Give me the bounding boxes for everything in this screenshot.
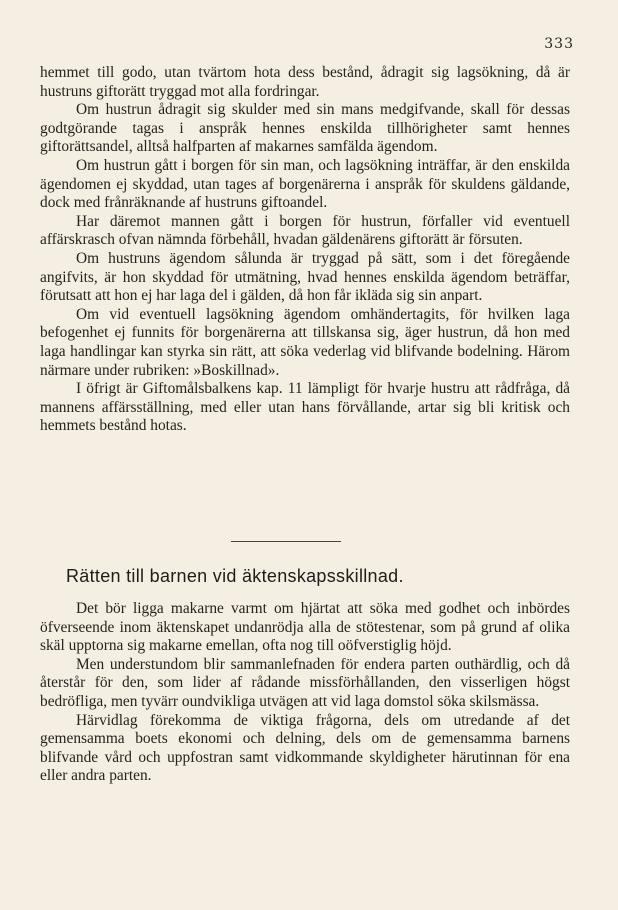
paragraph: Härvidlag förekomma de viktiga frågorna, dels om utredande af det gemensamma boets ekonomi och delning, dels om de gemensamma barnens blifvande vård och uppfostran samt vidkommande skyldigheter härutinnan för ena eller andra parten.	[40, 711, 570, 785]
paragraph: Om hustruns ägendom sålunda är tryggad på sätt, som i det föregående angifvits, är hon skyddad för utmätning, hvad hennes enskilda ägendom beträffar, förutsatt att hon ej har laga del i gälden, då hon får ikläda sig sin anpart.	[40, 249, 570, 305]
paragraph: I öfrigt är Giftomålsbalkens kap. 11 lämpligt för hvarje hustru att rådfråga, då mannens affärsställning, med eller utan hans förvållande, artar sig bli kritisk och hemmets bestånd hotas.	[40, 380, 570, 435]
paragraph: Men understundom blir sammanlefnaden för endera parten outhärdlig, och då återstår för den, som lider af rådande missförhållanden, den visserligen högst bedröfliga, men tyvärr oundvikliga utvägen att vid laga domstol söka skilsmässa.	[40, 655, 570, 710]
paragraph: Om vid eventuell lagsökning ägendom omhändertagits, för hvilken laga befogenhet ej funnits för borgenärerna att tillskansa sig, äger hustrun, då hon med laga handlingar kan styrka sin rätt, att söka vederlag vid blifvande bodelning. Härom närmare under rubriken: »Boskillnad».	[40, 305, 570, 379]
section-heading: Rätten till barnen vid äktenskapsskillnad.	[66, 566, 404, 586]
paragraph: Det bör ligga makarne varmt om hjärtat att söka med godhet och inbördes öfverseende inom äktenskapet undanrödja alla de stötestenar, som på grund af olika skäl upptorna sig makarne emellan, ofta nog till oöfverstiglig höjd.	[40, 600, 570, 655]
page-number: 333	[544, 36, 574, 52]
paragraph: Har däremot mannen gått i borgen för hustrun, förfaller vid eventuell affärskrasch ofvan nämnda förbehåll, hvadan gäldenärens giftorätt är försuten.	[40, 212, 570, 249]
paragraph: Om hustrun gått i borgen för sin man, och lagsökning inträffar, är den enskilda ägendomen ej skyddad, utan tages af borgenärerna i anspråk för skuldens gäldande, dock med frånräknande af hustruns giftoandel.	[40, 156, 570, 212]
section-divider	[231, 541, 341, 542]
section-text	[40, 600, 570, 786]
paragraph: hemmet till godo, utan tvärtom hota dess bestånd, ådragit sig lagsökning, då är hustruns giftorätt tryggad mot alla fordringar.	[40, 64, 570, 100]
body-text	[40, 64, 570, 436]
paragraph: Om hustrun ådragit sig skulder med sin mans medgifvande, skall för dessas godtgörande tagas i anspråk hennes enskilda tillhörigheter samt hennes giftorättsandel, alltså halfparten af makarnes samfälda ägendom.	[40, 101, 570, 156]
